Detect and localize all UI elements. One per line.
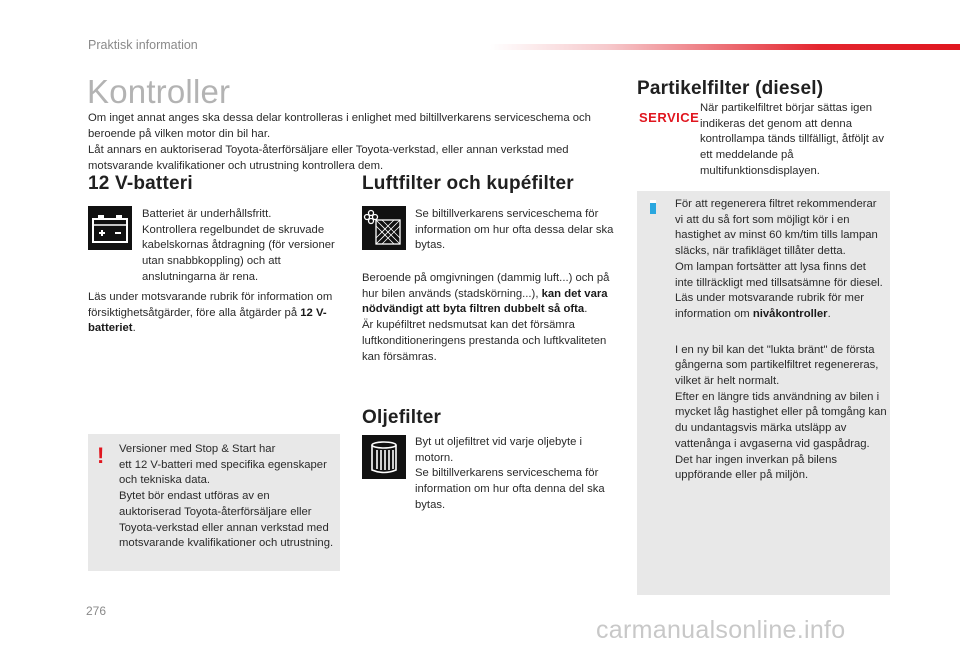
intro-line-1: Om inget annat anges ska dessa delar kontrolleras i enlighet med biltillverkarens serviceschema och beroende på vilken motor din bil har. — [88, 112, 591, 140]
oil-heading: Oljefilter — [362, 407, 442, 428]
filter-text-block — [362, 271, 617, 365]
page-title: Kontroller — [87, 73, 231, 110]
particle-info-p1: För att regenerera filtret rekommenderar vi att du så fort som möjligt kör i en hastighet av minst 60 km/tim tills lampan släcks, när trafikläget tillåter detta. — [675, 198, 878, 258]
particle-info-p4: I en ny bil kan det "lukta bränt" de första gångerna som partikelfiltret regenereras, vilket är helt normalt. — [675, 343, 879, 388]
section-header: Praktisk information — [88, 38, 198, 52]
service-warning-lamp-icon: SERVICE — [639, 110, 700, 125]
battery-ref-end: . — [132, 322, 136, 335]
particle-text-1: När partikelfiltret börjar sättas igen indikeras det genom att denna kontrollampa tänds tillfälligt, åtföljt av ett meddelande på multifunktionsdisplayen. — [700, 102, 884, 177]
battery-ref-text: Läs under motsvarande rubrik för information om försiktighetsåtgärder, före alla åtgärder på — [88, 291, 333, 319]
battery-warning-box — [88, 434, 340, 571]
watermark: carmanualsonline.info — [596, 616, 846, 644]
filter-heading: Luftfilter och kupéfilter — [362, 173, 574, 194]
particle-info-p3: Läs under motsvarande rubrik för mer information om — [675, 292, 864, 320]
battery-text-1: Batteriet är underhållsfritt. — [142, 208, 272, 220]
intro-line-2: Låt annars en auktoriserad Toyota-återförsäljare eller Toyota-verkstad, eller annan verkstad med motsvarande kvalifikationer och utrustning kontrollera dem. — [88, 144, 569, 172]
page-number: 276 — [86, 604, 107, 618]
particle-info-text — [675, 197, 887, 484]
info-icon — [650, 200, 656, 214]
particle-info-p3-end: . — [827, 307, 831, 320]
filter-text-3: Är kupéfiltret nedsmutsat kan det försämra luftkonditioneringens prestanda och luftkvaliteten kan försämras. — [362, 319, 607, 363]
air-filter-icon — [362, 206, 406, 250]
oil-text — [415, 435, 620, 514]
battery-warning-line-3: Bytet bör endast utföras av en auktoriserad Toyota-återförsäljare eller Toyota-verkstad eller annan verkstad med motsvarande kvalifikationer och utrustning. — [119, 490, 334, 550]
battery-reference — [88, 290, 340, 337]
battery-warning-line-1: Versioner med Stop & Start har — [119, 443, 276, 455]
header-accent-bar — [490, 44, 960, 50]
filter-text-2: Beroende på omgivningen (dammig luft...) och på hur bilen används (stadskörning...), — [362, 272, 610, 300]
warning-icon: ! — [97, 443, 105, 468]
filter-text-1: Se biltillverkarens serviceschema för information om hur ofta dessa delar ska bytas. — [415, 208, 614, 252]
particle-info-box — [637, 191, 890, 595]
battery-ref-link: 12 V-batteriet — [88, 306, 327, 335]
filter-text-2-end: . — [584, 303, 588, 316]
oil-filter-icon — [362, 435, 406, 479]
intro-text — [88, 110, 618, 174]
battery-heading: 12 V-batteri — [88, 173, 193, 194]
particle-info-p2: Om lampan fortsätter att lysa finns det inte tillräckligt med tillsatsämne för diesel. — [675, 260, 883, 289]
battery-text-2: Kontrollera regelbundet de skruvade kabelskornas åtdragning (för versioner utan snabbkoppling) och att anslutningarna är rena. — [142, 223, 335, 283]
particle-info-p5: Efter en längre tids användning av bilen i mycket låg hastighet eller på tomgång kan du undantagsvis märka utsläpp av vattenånga i avgaserna vid gaspådrag. Det har ingen inverkan på bilens uppförande eller på miljön. — [675, 390, 887, 482]
battery-warning-text — [119, 442, 334, 552]
oil-text-1: Byt ut oljefiltret vid varje oljebyte i motorn. — [415, 436, 583, 464]
particle-info-p3-bold: nivåkontroller — [752, 307, 828, 320]
filter-text-2-bold: kan det vara nödvändigt att byta filtren dubbelt så ofta — [362, 287, 608, 316]
battery-icon — [88, 206, 132, 250]
particle-heading: Partikelfilter (diesel) — [637, 78, 824, 99]
battery-text — [142, 207, 342, 286]
oil-text-2: Se biltillverkarens serviceschema för information om hur ofta denna del ska bytas. — [415, 467, 605, 511]
battery-warning-line-2: ett 12 V-batteri med specifika egenskaper och tekniska data. — [119, 458, 327, 487]
